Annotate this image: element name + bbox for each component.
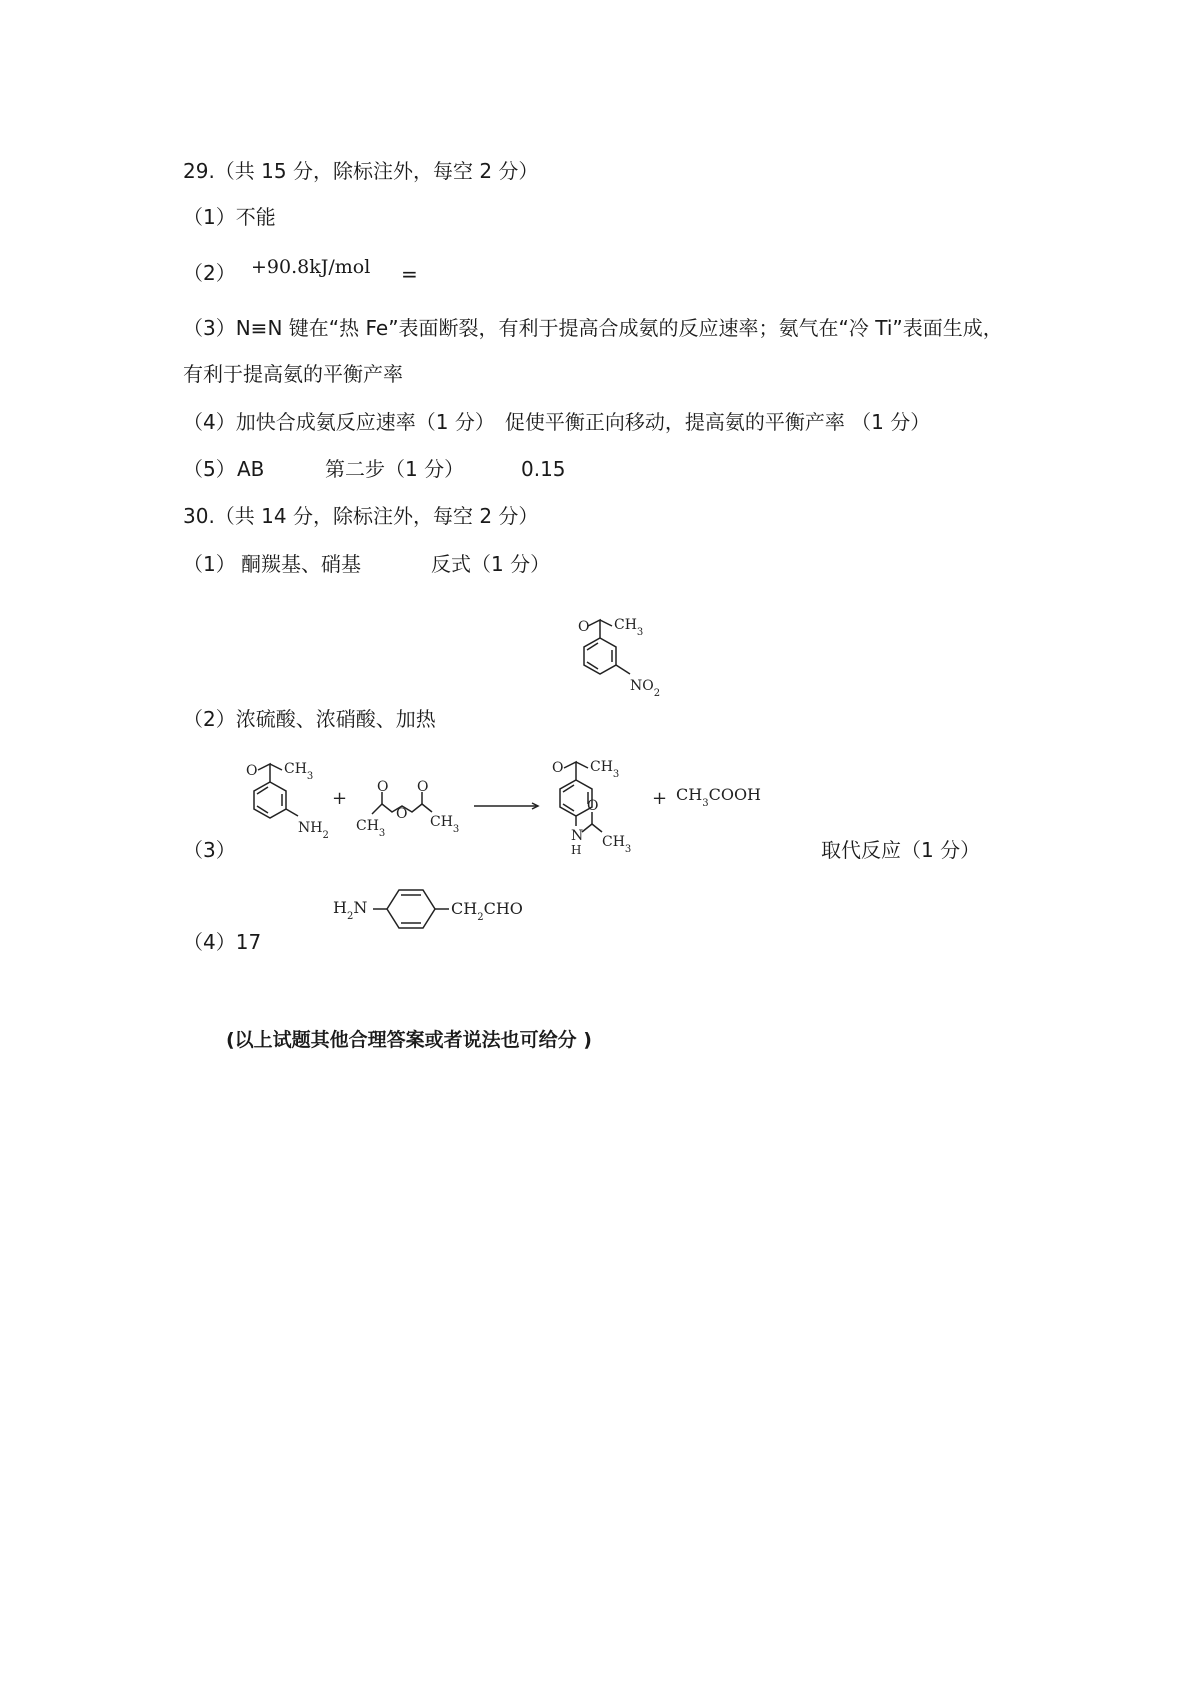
- methyl-label: $CH_3$: [356, 818, 386, 839]
- nitroacetophenone-structure: [570, 612, 710, 712]
- acetic-acid-label: $CH_3COOH$: [676, 785, 762, 809]
- q30-heading: 30.（共 14 分，除标注外，每空 2 分）: [183, 504, 539, 528]
- q30-part1-answer-b: 反式（1 分）: [431, 552, 551, 576]
- part-number: （4）: [183, 930, 236, 954]
- q29-part3-line2: 有利于提高氨的平衡产率: [183, 362, 403, 386]
- q29-part5-answer-b: 第二步（1 分）: [325, 457, 465, 481]
- part-number: （4）: [183, 410, 236, 434]
- oxygen-label: O: [578, 619, 590, 635]
- plus-sign: +: [652, 788, 668, 809]
- methyl-label: $CH_3$: [284, 761, 314, 782]
- q29-part5-answer-c: 0.15: [521, 457, 566, 481]
- q29-part5-number: （5）: [183, 457, 236, 481]
- q30-part2: [183, 706, 436, 732]
- oxygen-label: O: [377, 779, 389, 795]
- q29-part1: [183, 204, 276, 230]
- acetamidoacetophenone-structure: [552, 759, 631, 857]
- answer-text: 浓硫酸、浓硝酸、加热: [235, 707, 436, 731]
- q29-part2-symbol: =: [401, 262, 418, 286]
- q30-part3-reaction-type: 取代反应（1 分）: [821, 838, 981, 862]
- answer-value: 17: [235, 930, 262, 954]
- methyl-label: $CH_3$: [614, 617, 644, 638]
- answer-text: 加快合成氨反应速率（1 分） 促使平衡正向移动，提高氨的平衡产率 （1 分）: [235, 410, 931, 434]
- part-number: （1）: [183, 205, 236, 229]
- oxygen-label: O: [246, 763, 258, 779]
- aminoacetophenone-structure: [246, 761, 329, 841]
- amino-label: $H_2N$: [333, 898, 368, 922]
- footer-note: (以上试题其他合理答案或者说法也可给分 ): [226, 1029, 592, 1051]
- oxygen-label: O: [552, 760, 564, 776]
- q29-part2-number: （2）: [183, 261, 236, 285]
- q29-part3-line1: （3）N≡N 键在“热 Fe”表面断裂，有利于提高合成氨的反应速率；氨气在“冷 Ti”表面生成，: [183, 316, 1003, 340]
- aminophenylacetaldehyde-structure: [333, 884, 553, 944]
- answer-text: 不能: [235, 205, 276, 229]
- nitro-label: $NO_2$: [630, 678, 661, 699]
- q29-heading: 29.（共 15 分，除标注外，每空 2 分）: [183, 159, 539, 183]
- q29-part4: [183, 409, 930, 435]
- side-chain-label: $CH_2CHO$: [451, 899, 523, 923]
- methyl-label: $CH_3$: [590, 759, 620, 780]
- q29-part2-value: +90.8kJ/mol: [251, 256, 371, 278]
- methyl-label: $CH_3$: [602, 834, 632, 855]
- plus-sign: +: [332, 788, 348, 809]
- oxygen-label: O: [587, 798, 599, 814]
- q30-part4: [183, 929, 261, 955]
- nitrogen-label: N: [571, 828, 584, 844]
- methyl-label: $CH_3$: [430, 814, 460, 835]
- oxygen-label: O: [396, 806, 408, 822]
- q29-part5-answer-a: AB: [237, 457, 265, 481]
- oxygen-label: O: [417, 779, 429, 795]
- q30-part1-number: （1）: [183, 552, 236, 576]
- q30-part3-number: （3）: [183, 838, 236, 862]
- q30-part1-answer-a: 酮羰基、硝基: [241, 552, 361, 576]
- hydrogen-label: H: [571, 843, 582, 857]
- part-number: （2）: [183, 707, 236, 731]
- acetic-anhydride-structure: [356, 779, 459, 839]
- amino-label: $NH_2$: [298, 820, 329, 841]
- acylation-reaction-scheme: [240, 756, 800, 876]
